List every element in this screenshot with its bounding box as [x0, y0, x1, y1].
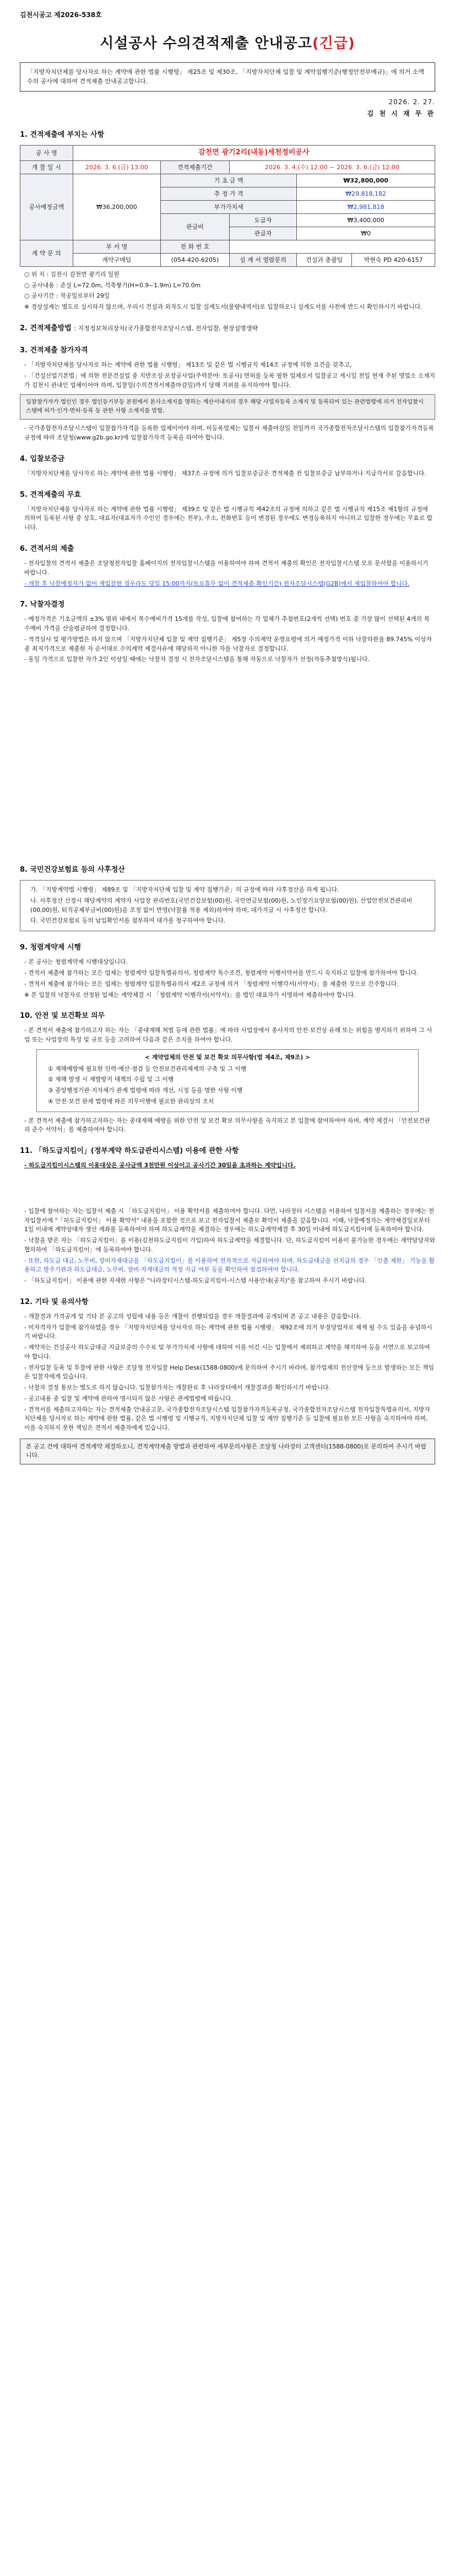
- phone-value: (054-420-6205): [161, 253, 230, 266]
- budget-value: ₩36,200,000: [73, 174, 161, 240]
- contractor-label: 도급자: [229, 213, 297, 227]
- period-value: 2026. 3. 4.(수) 12:00 ~ 2026. 3. 6.(금) 12:00: [229, 160, 435, 174]
- contract-inquiry-label: 계 약 문 의: [20, 240, 73, 266]
- section-9-p4: ※ 본 입찰의 낙찰자로 선정된 업체는 계약체결 시 「청렴계약 이행각서(서약서)」를 법인 대표자가 서명하여 제출하여야 합니다.: [24, 991, 356, 999]
- section-4-text: 「지방자치단체를 당사자로 하는 계약에 관한 법률 시행령」 제37조 규정에 의거 입찰보증금은 견적제출 전 입찰보증금 납부하거나 지급각서로 갈음합니다.: [24, 469, 426, 477]
- project-name-label: 공 사 명: [20, 146, 73, 160]
- empty-cell: [229, 240, 435, 253]
- phone-label: 전 화 번 호: [161, 240, 230, 253]
- section-9-p1: - 본 공사는 청렴계약제 시행대상입니다.: [24, 958, 128, 966]
- safety-duty-item: ③ 중앙행정기관·지자체가 관계 법령에 따라 개선, 시정 등을 명한 사항 이행: [48, 1087, 243, 1094]
- safety-duty-item: ② 재해 발생 시 재발방지 대책의 수립 및 그 이행: [48, 1076, 174, 1083]
- section-5-heading: 5. 견적제출의 무효: [20, 490, 81, 499]
- section-12-p3: - 계약자는 건설공사 하도급대금 지급보증의 수수료 및 부가가치세 사항에 대하여 이를 어긴 시는 입찰에서 제외하고 계약을 해지하여 등을 서면으로 보고하여야 합니다.: [24, 1344, 430, 1360]
- section-12-p2: - 미자격자가 입찰에 참가하였을 경우 「지방자치단체를 당사자로 하는 계약에 관한 법률 시행령」 제92조에 의거 부정당업자로 제재 될 수도 있음을 유념하시기 바랍니다.: [24, 1323, 432, 1340]
- section-4-heading: 4. 입찰보증금: [20, 454, 65, 463]
- dept-label: 부 서 명: [73, 240, 161, 253]
- section-12-p1: - 개찰결과 가격공개 및 기타 본 공고의 성립에 내용 등은 개찰이 진행되었을 경우 개찰결과에 공개되며 본 공고 내용은 갈음합니다.: [24, 1312, 361, 1320]
- section-7-p1: - 예정가격은 기초금액의 ±3% 범위 내에서 복수예비가격 15개를 작성, 입찰에 참여하는 각 업체가 추첨번호(2개씩 선택) 번호 중 가장 많이 선택된 4개의 복수예비 가격을 산술평균하여 결정합니다.: [24, 615, 430, 632]
- section-7-p2: - 적격심사 및 평가방법은 하지 않으며 「지방자치단체 입찰 및 계약 집행기준」 제5장 수의계약 운영요령에 의거 예정가격 이하 낙찰하한율 89.745% 이상자 중 최저가격으로 제출한 자 순서대로 수의계약 체결사유에 해당하지 아니한 자를 낙찰자로 결정합니다.: [24, 635, 432, 652]
- section-11-p1: - 하도급지킴이시스템의 이용대상은 공사금액 3천만원 이상이고 공사기간 30일을 초과하는 계약입니다.: [24, 1162, 296, 1169]
- section-3-p2: - 「건설산업기본법」에 의한 전문건설업 중 지반조성·포장공사업(주력분야: 토공사) 면허를 등록 필한 업체로서 입찰공고 게시일 전일 현재 주된 영업소 소재지가 김천시 관내인 업체이어야 하며, 입찰일(수의견적서제출마감일)까지 당해 지위를 유지하여야 합니다.: [24, 372, 435, 389]
- section-12-heading: 12. 기타 및 유의사항: [20, 1297, 89, 1306]
- page-gap: [20, 666, 435, 854]
- announcement-date: 2026. 2. 27.: [388, 98, 435, 106]
- section-12-p6: - 공고내용 중 입찰 및 계약에 관하여 명시되지 않은 사항은 관계법령에 따릅니다.: [24, 1394, 233, 1402]
- section-6-p2: - 개찰 후 낙찰예정자가 없어 재입찰한 경우라도 당일 15:00까지(토요휴무 없이 견적제출 확인기간) 전자조달시스템(G2B)에서 재입찰하여야 합니다.: [24, 579, 410, 587]
- section-8-item: 가. 「지방계약법 시행령」 제89조 및 「지방자치단체 입찰 및 계약 집행기준」의 규정에 따라 사후정산을 하게 됩니다.: [30, 886, 339, 894]
- section-2-heading: 2. 견적제출방법 : 지정정보처리장치(국가종합전자조달시스템, 전자입찰, 현장설명생략: [20, 324, 258, 332]
- title-urgent-tag: (긴급): [312, 35, 355, 52]
- vat-label: 부가가치세: [161, 200, 297, 213]
- vat-value: ₩2,981,818: [297, 200, 435, 213]
- gov-cost-label: 관급비: [161, 213, 230, 240]
- section-3-box: 입찰참가자가 법인인 경우 법인등기부등 본원에서 본사소재지를 명하는 계산서내지의 경우 해당 사업자등록 소재지 및 등록되어 있는 관련법령에 의거 전자입찰시스템에 허가·인가·면허·등록 등 관한 사항 소재지를 말함.: [20, 394, 435, 420]
- safety-duty-item: ④ 안전·보건 관계 법령에 따른 의무이행에 필요한 관리상의 조치: [48, 1097, 214, 1105]
- section-8-item: 다. 국민건강보험료 등의 납입확인서를 첨부하여 대가를 청구하여야 합니다.: [30, 917, 226, 925]
- section-6-p1: - 전자입찰의 견적서 제출은 조달청전자입찰 홈페이지의 전자입찰시스템을 이용하여야 하며 견적서 제출의 확인은 전자입찰시스템 모로 문서함을 이용하시기 바랍니다.: [24, 560, 429, 576]
- section-12-p4: - 전자입찰 등록 및 투찰에 관한 사항은 조달청 전자입찰 Help Desk(1588-0800)에 문의하여 주시기 바라며, 참가업체의 전산장애 등으로 발생하는 모든 책임은 입찰자에게 있습니다.: [24, 1364, 435, 1381]
- open-date-label: 개 찰 일 시: [20, 160, 73, 174]
- section-11-heading: 11. 「하도급지킴이」(정부계약 하도급관리시스템) 이용에 관한 사항: [20, 1147, 239, 1155]
- estimated-price-label: 추 정 가 격: [161, 187, 297, 200]
- signer: 김 천 시 재 무 관: [367, 109, 435, 117]
- section-11-p5: - 「하도급지킴이」 이용에 관한 자세한 사항은 "나라장터시스템-하도급지킴이-시스템 사용안내(공지)"를 참고하여 주시기 바랍니다.: [24, 1277, 367, 1285]
- section-8-item: 나. 사후정산 산정시 해당계약의 계약자 사업장 관리번호(국민건강보험(00)원, 국민연금보험(00)원, 노인장기요양보험(00)원), 산업안전보건관리비(00,00)원, 퇴직공제부금비(00)원)을 조정 없이 반영(낙찰률 적용 제외)하여야 하며, 대가지급 시 사후정산 합니다.: [30, 897, 413, 914]
- safety-duty-box: [36, 1049, 419, 1112]
- design-inquiry-label: 설 계 서 열람문의: [229, 253, 297, 266]
- design-person-value: 박현숙 PD 420-6157: [352, 253, 435, 266]
- section-1-heading: 1. 견적제출에 부치는 사항: [20, 131, 105, 139]
- section-12-p5: - 낙찰자 결정 통보는 별도로 하지 않습니다. 입찰참가자는 개찰완료 후 나라장터에서 개찰결과를 확인하시기 바랍니다.: [24, 1384, 331, 1392]
- final-notice: 본 공고 건에 대하여 견적계약 채결하오니, 견적계약제출 방법과 관련하여 세부문의사항은 조달청 나라장터 고객센터(1588-0800)로 문의하여 주시기 바랍니다.: [20, 1439, 435, 1464]
- intro-box: 「지방자치단체를 당사자로 하는 계약에 관한 법률 시행령」 제25조 및 제30조, 「지방자치단체 입찰 및 계약집행기준(행정안전부예규)」에 의거 소액수의 공사에 대하여 견적제출 안내공고합니다.: [20, 62, 435, 92]
- section-3-p3: - 국가종합전자조달시스템이 입찰참가자격을 등록한 업체이어야 하며, 미등록업체는 입찰서 제출마감일 전일까지 국가종합전자조달시스템의 입찰참가자격등록규정에 따라 조달청(www.g2b.go.kr)에 입찰참가자격 등록을 하여야 합니다.: [24, 425, 434, 441]
- page-title: [20, 33, 435, 55]
- note-content: ○ 공사내용 : 준설 L=72.0m, 석축쌓기(H=0.9~1.9m) L=70.0m: [24, 281, 201, 289]
- section-11-p2: - 입찰에 참여하는 자는 입찰서 제출 시 「하도급지킴이」 이용 확약서를 제출하여야 합니다. 다만, 나라장터 시스템을 이용하여 입찰서를 제출하는 경우에는 전자입찰서에 "「하도급지킴이」 이용 확약서" 내용을 포함한 것으로 보고 전자입찰서 제출로 확약서 제출을 갈음합니다. 이때, 낙찰예정자는 계약체결일로부터 1일 이내에 계약상대자 생산 계좌를 등록하여야 하며 하도급계약을 체결하는 경우에는 하도급계약체결 후 30일 이내에 하도급지킴이에 등록하여야 합니다.: [24, 1207, 435, 1233]
- base-amount-value: ₩32,800,000: [297, 174, 435, 187]
- section-3-heading: 3. 견적제출 참가자격: [20, 346, 88, 355]
- section-11-gap: [20, 1172, 435, 1205]
- project-name-value: 감천면 광기2리(내동)세천정비공사: [73, 146, 435, 160]
- section-9-p2: - 견적서 제출에 참가하는 모든 업체는 청렴계약 입찰특별유의서, 청렴계약 특수조건, 청렴계약 이행서약서를 반드시 숙지하고 입찰에 참가하여야 합니다.: [24, 969, 419, 977]
- section-9-heading: 9. 청렴계약제 시행: [20, 943, 81, 952]
- gov-supply-value: ₩0: [297, 227, 435, 240]
- gov-supply-label: 관급자: [229, 227, 297, 240]
- section-1-notes: [20, 270, 435, 312]
- title-main: 시설공사 수의견적제출 안내공고: [100, 35, 312, 52]
- estimated-price-value: ₩29,818,182: [297, 187, 435, 200]
- contractor-value: ₩3,400,000: [297, 213, 435, 227]
- open-date-value: 2026. 3. 6.(금) 13:00: [73, 160, 161, 174]
- safety-duty-item: ① 재해예방에 필요한 인력·예산·점검 등 안전보건관리체계의 구축 및 그 이행: [48, 1065, 247, 1072]
- section-5-text: 「지방자치단체를 당사자로 하는 계약에 관한 법률 시행령」 제39조 및 같은 법 시행규칙 제42조의 규정에 의하고 같은 법 시행규칙 제15조 제1항의 규정에 의하여 등록된 사항 중 상호, 대표자(대표자가 수인인 경우에는 전부), 주소, 전화번호 등이 변경된 경우에도 변경등록하지 아니하고 입찰한 경우에는 무효로 합니다.: [24, 505, 432, 532]
- section-7-heading: 7. 낙찰자결정: [20, 600, 65, 609]
- period-label: 견적제출기간: [161, 160, 230, 174]
- section-8-box: [20, 880, 435, 931]
- project-info-table: [20, 145, 435, 267]
- section-10-p2: - 본 견적서 제출에 참가하고자하는 자는 중대재해 예방을 위한 안전 및 보건 확보 의무사항을 숙지하고 본 입찰에 참여하여야 하며, 계약 체결시 「안전보건관리 준수 서약서」를 제출하여야 합니다.: [24, 1117, 430, 1134]
- base-amount-label: 기 초 금 액: [161, 174, 297, 187]
- note-design: ※ 경상설계는 별도로 실시하지 않으며, 우리시 건설과 외자도시 입찰 설계도서(물량내역서)로 입찰하오니 설계도서를 사전에 반드시 확인하시기 바랍니다.: [24, 303, 422, 311]
- document-number: 김천시공고 제2026-538호: [20, 11, 102, 19]
- note-location: ○ 위 치 : 김천시 감천면 광기리 일원: [24, 270, 120, 278]
- note-period: ○ 공사기간 : 착공일로부터 29일: [24, 292, 110, 300]
- section-10-p1: - 본 견적서 제출에 참가하고자 하는 자는 「중대재해 처벌 등에 관한 법률」에 따라 사업장에서 종사자의 안전·보건상 유해 또는 위험을 방지하기 위하여 그 사업 또는 사업장의 특성 및 규모 등을 고려하여 다음과 같은 조치를 하여야 합니다.: [24, 1027, 432, 1044]
- section-11-p4: - 또한, 하도급 대금, 노무비, 장비자재대금을 「하도급지킴이」를 이용하여 전자적으로 지급하여야 하며, 하도급대금을 선지급의 경우 「인출 제한」 기능을 활용하고 발주기관과 하도급대금, 노무비, 장비·자재대금의 적정 지급 여부 등을 확인하여 점검하여야 합니다.: [24, 1257, 435, 1274]
- budget-label: 공사예정금액: [20, 174, 73, 240]
- section-10-heading: 10. 안전 및 보건확보 의무: [20, 1012, 105, 1021]
- section-7-p3: - 동일 가격으로 입찰한 자가 2인 이상일 때에는 낙찰자 결정 시 전자조달시스템을 통해 자동으로 낙찰자가 선정(자동추첨방식)됩니다.: [24, 656, 370, 663]
- section-3-p1: - 「지방자치단체를 당사자로 하는 계약에 관한 법률 시행령」 제13조 및 같은 법 시행규칙 제14조 규정에 의한 요건을 갖추고,: [24, 361, 352, 369]
- section-8-heading: 8. 국민건강보험료 등의 사후정산: [20, 866, 125, 874]
- section-9-p3: - 견적서 제출에 참가하는 모든 업체는 청렴계약 입찰특별유의서 제2조 규정에 의거 「청렴계약 이행각서(서약서)」를 제출한 것으로 간주합니다.: [24, 980, 399, 988]
- section-12-p7: - 견적서를 제출하고자하는 자는 견적제출 안내공고문, 국가종합전자조달시스템 입찰참가자격등록규정, 국가종합전자조달시스템 전자입찰특별유의서, 지방자치단체를 당사자로 하는 계약에 관한 법률, 같은 법 시행령 및 시행규칙, 지방자치단체 입찰 및 계약 집행기준 등 입찰에 필요한 모든 사항을 숙지하여야 하며, 이를 숙지하지 못한 책임은 견적서 제출자에게 있습니다.: [24, 1405, 430, 1431]
- safety-duty-title: < 계약업체의 안전 및 보건 확보 의무사항(법 제4조, 제9조) >: [145, 1053, 310, 1061]
- section-6-heading: 6. 견적서의 제출: [20, 544, 74, 553]
- design-dept-value: 건설과 총괄팀: [297, 253, 352, 266]
- dept-value: 계약구매팀: [73, 253, 161, 266]
- section-11-p3: - 낙찰을 받은 자는 「하도급지킴이」를 이용(김천하도급지킴이 가입)하여 하도급계약을 체결합니다. 단, 하도급지킴이 이용이 불가능한 경우에는 계약담당자와 협의하여 「하도급지킴이」에 등록하여야 합니다.: [24, 1237, 435, 1253]
